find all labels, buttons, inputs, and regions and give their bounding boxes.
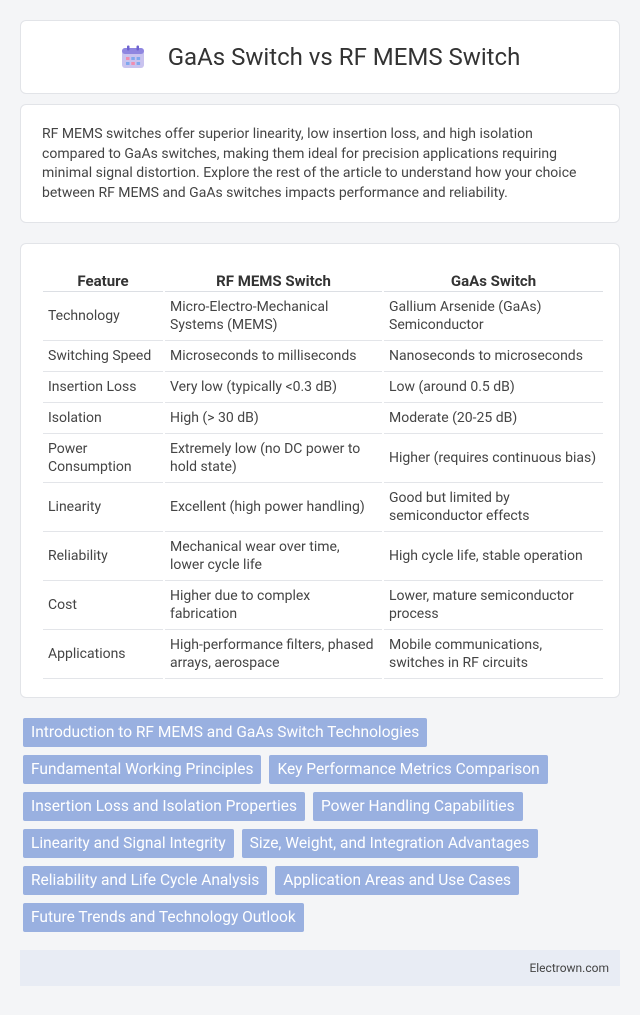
tag-size-weight[interactable]: Size, Weight, and Integration Advantages — [242, 829, 538, 858]
title-card — [20, 20, 620, 94]
table-row — [43, 532, 603, 581]
column-header-rf-mems: RF MEMS Switch — [165, 264, 382, 292]
feature-cell: Applications — [43, 630, 163, 679]
footer — [20, 950, 620, 986]
tag-insertion-loss[interactable]: Insertion Loss and Isolation Properties — [23, 792, 305, 821]
table-row — [43, 341, 603, 372]
footer-site-name[interactable]: Electrown.com — [529, 961, 609, 975]
rf-mems-cell: High (> 30 dB) — [165, 403, 382, 434]
gaas-cell: Higher (requires continuous bias) — [384, 434, 603, 483]
feature-cell: Switching Speed — [43, 341, 163, 372]
tag-row — [23, 829, 620, 858]
table-row — [43, 292, 603, 341]
gaas-cell: Good but limited by semiconductor effects — [384, 483, 603, 532]
tag-row — [23, 866, 620, 895]
feature-cell: Reliability — [43, 532, 163, 581]
rf-mems-cell: High-performance filters, phased arrays, aerospace — [165, 630, 382, 679]
feature-cell: Technology — [43, 292, 163, 341]
tag-power-handling[interactable]: Power Handling Capabilities — [313, 792, 523, 821]
tag-linearity[interactable]: Linearity and Signal Integrity — [23, 829, 234, 858]
table-row — [43, 581, 603, 630]
title-wrap — [120, 43, 521, 71]
feature-cell: Insertion Loss — [43, 372, 163, 403]
gaas-cell: Low (around 0.5 dB) — [384, 372, 603, 403]
tag-future-trends[interactable]: Future Trends and Technology Outlook — [23, 903, 304, 932]
rf-mems-cell: Micro-Electro-Mechanical Systems (MEMS) — [165, 292, 382, 341]
tag-row — [23, 792, 620, 821]
table-row — [43, 483, 603, 532]
tag-working-principles[interactable]: Fundamental Working Principles — [23, 755, 261, 784]
rf-mems-cell: Higher due to complex fabrication — [165, 581, 382, 630]
calendar-grid-icon — [120, 44, 146, 70]
tag-row — [23, 718, 620, 747]
tag-row — [23, 903, 620, 932]
feature-cell: Power Consumption — [43, 434, 163, 483]
table-row — [43, 434, 603, 483]
intro-paragraph: RF MEMS switches offer superior linearity, low insertion loss, and high isolation compared to GaAs switches, making them ideal for precision applications requiring minimal signal distortion. Explore the rest of the article to understand how your choice between RF MEMS and GaAs switches impacts performance and reliability. — [42, 126, 577, 201]
tag-performance-metrics[interactable]: Key Performance Metrics Comparison — [269, 755, 547, 784]
tag-application-areas[interactable]: Application Areas and Use Cases — [275, 866, 519, 895]
rf-mems-cell: Microseconds to milliseconds — [165, 341, 382, 372]
rf-mems-cell: Mechanical wear over time, lower cycle life — [165, 532, 382, 581]
feature-cell: Cost — [43, 581, 163, 630]
table-row — [43, 372, 603, 403]
topic-tags — [20, 718, 620, 940]
tag-reliability[interactable]: Reliability and Life Cycle Analysis — [23, 866, 267, 895]
tag-introduction[interactable]: Introduction to RF MEMS and GaAs Switch Technologies — [23, 718, 427, 747]
intro-card — [20, 104, 620, 223]
gaas-cell: Lower, mature semiconductor process — [384, 581, 603, 630]
comparison-table — [41, 264, 605, 679]
rf-mems-cell: Excellent (high power handling) — [165, 483, 382, 532]
gaas-cell: Mobile communications, switches in RF circuits — [384, 630, 603, 679]
feature-cell: Isolation — [43, 403, 163, 434]
page-title: GaAs Switch vs RF MEMS Switch — [167, 43, 521, 71]
rf-mems-cell: Very low (typically <0.3 dB) — [165, 372, 382, 403]
table-row — [43, 403, 603, 434]
table-row — [43, 630, 603, 679]
rf-mems-cell: Extremely low (no DC power to hold state) — [165, 434, 382, 483]
table-header-row — [43, 264, 603, 292]
gaas-cell: Nanoseconds to microseconds — [384, 341, 603, 372]
gaas-cell: Gallium Arsenide (GaAs) Semiconductor — [384, 292, 603, 341]
comparison-table-card — [20, 243, 620, 698]
column-header-gaas: GaAs Switch — [384, 264, 603, 292]
gaas-cell: High cycle life, stable operation — [384, 532, 603, 581]
gaas-cell: Moderate (20-25 dB) — [384, 403, 603, 434]
feature-cell: Linearity — [43, 483, 163, 532]
column-header-feature: Feature — [43, 264, 163, 292]
tag-row — [23, 755, 620, 784]
